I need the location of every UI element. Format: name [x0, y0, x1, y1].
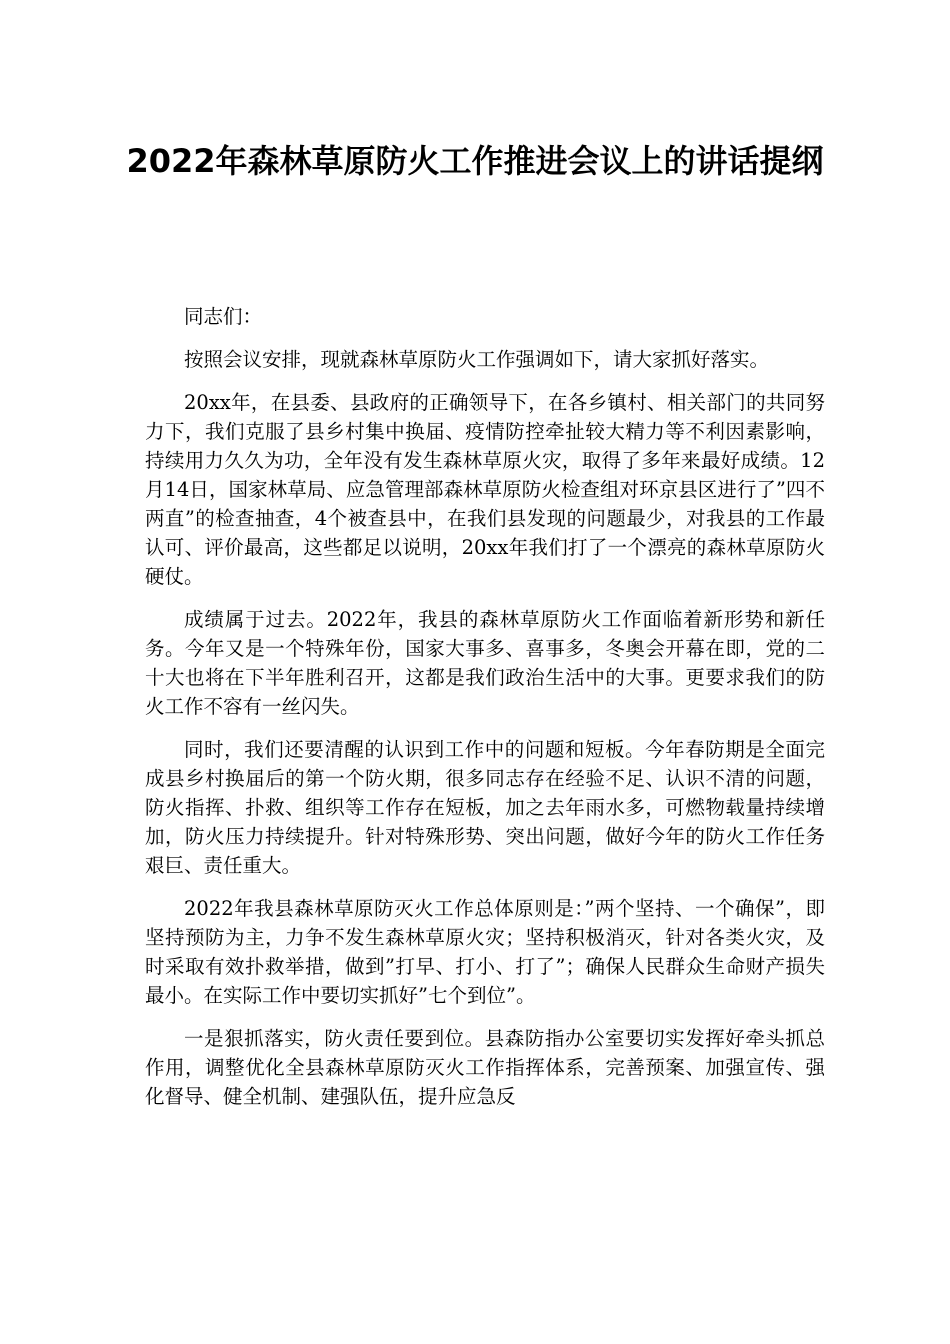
document-body	[145, 302, 825, 1125]
paragraph-new-situation: 成绩属于过去。2022年，我县的森林草原防火工作面临着新形势和新任务。今年又是一个特殊年份，国家大事多、喜事多，冬奥会开幕在即，党的二十大也将在下半年胜利召开，这都是我们政治生活中的大事。更要求我们的防火工作不容有一丝闪失。	[145, 608, 825, 718]
document-title: 2022年森林草原防火工作推进会议上的讲话提纲	[126, 142, 824, 180]
paragraph-principles: 2022年我县森林草原防灭火工作总体原则是：”两个坚持、一个确保”，即坚持预防为主，力争不发生森林草原火灾；坚持积极消灭，针对各类火灾，及时采取有效扑救举措，做到”打早、打小、打了”；确保人民群众生命财产损失最小。在实际工作中要切实抓好”七个到位”。	[145, 897, 825, 1007]
paragraph-achievements: 20xx年，在县委、县政府的正确领导下，在各乡镇村、相关部门的共同努力下，我们克服了县乡村集中换届、疫情防控牵扯较大精力等不利因素影响，持续用力久久为功，全年没有发生森林草原火灾，取得了多年来最好成绩。12月14日，国家林草局、应急管理部森林草原防火检查组对环京县区进行了”四不两直”的检查抽查，4个被查县中，在我们县发现的问题最少，对我县的工作最认可、评价最高，这些都足以说明，20xx年我们打了一个漂亮的森林草原防火硬仗。	[145, 391, 825, 588]
paragraph-intro: 按照会议安排，现就森林草原防火工作强调如下，请大家抓好落实。	[184, 348, 770, 371]
paragraph-problems: 同时，我们还要清醒的认识到工作中的问题和短板。今年春防期是全面完成县乡村换届后的第一个防火期，很多同志存在经验不足、认识不清的问题，防火指挥、扑救、组织等工作存在短板，加之去年雨水多，可燃物载量持续增加，防火压力持续提升。针对特殊形势、突出问题，做好今年的防火工作任务艰巨、责任重大。	[145, 738, 825, 877]
paragraph-point-one: 一是狠抓落实，防火责任要到位。县森防指办公室要切实发挥好牵头抓总作用，调整优化全县森林草原防灭火工作指挥体系，完善预案、加强宣传、强化督导、健全机制、建强队伍，提升应急反	[145, 1027, 825, 1108]
salutation: 同志们：	[184, 305, 263, 328]
